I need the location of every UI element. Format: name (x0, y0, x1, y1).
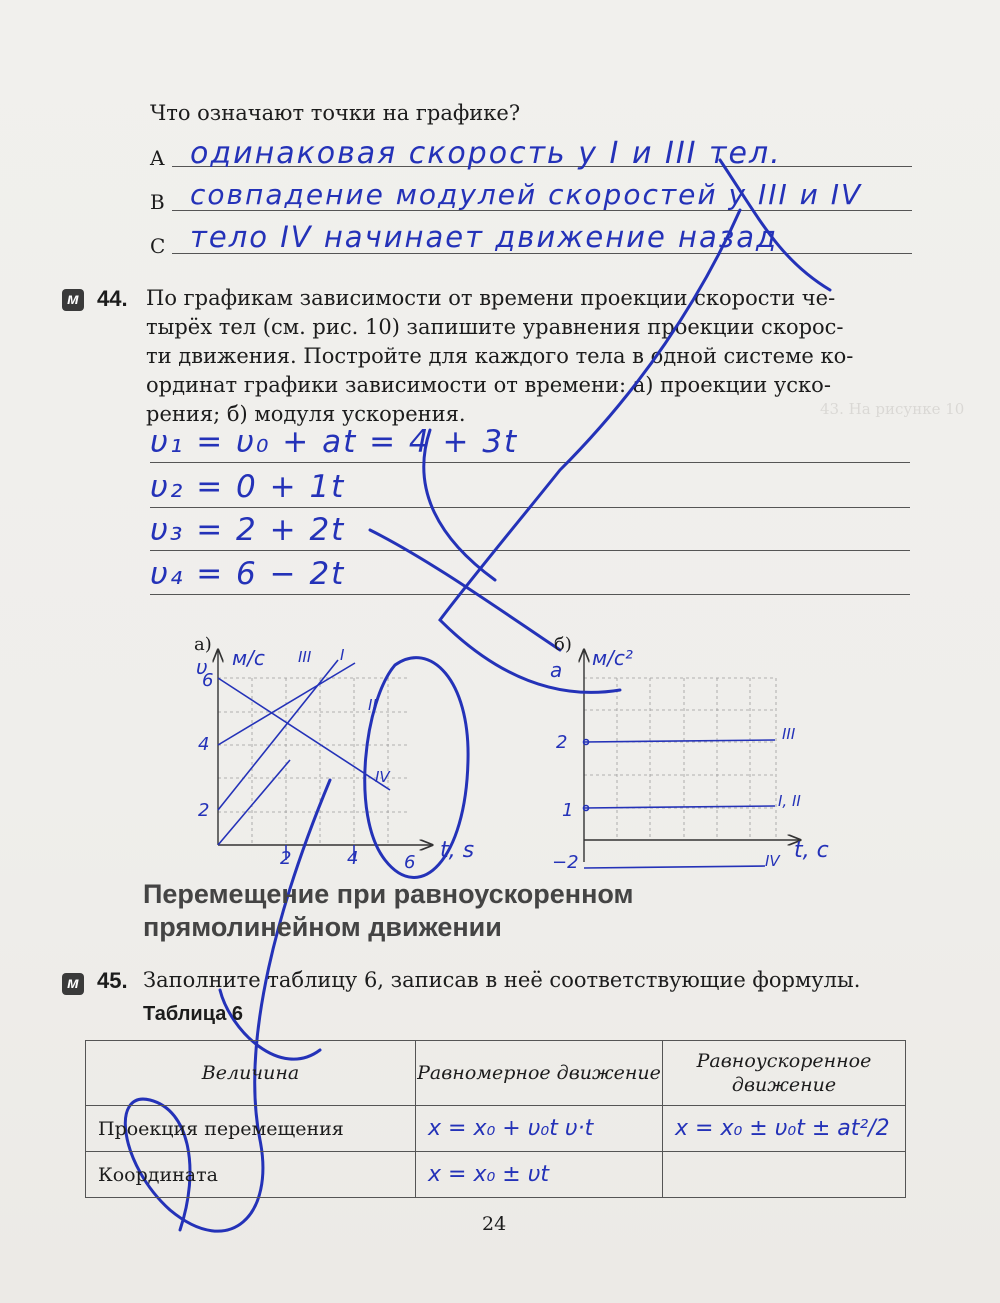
task44-line-1: По графикам зависимости от времени проекции скорости че- (146, 286, 836, 310)
task45-text: Заполните таблицу 6, записав в неё соответствующие формулы. (143, 968, 861, 992)
graph-b-line-label-iv: IV (765, 852, 780, 870)
graph-a-unit: м/с (232, 646, 265, 670)
graph-a-y-tick-4: 4 (198, 734, 212, 755)
equation-1: υ₁ = υ₀ + at = 4 + 3t (150, 424, 519, 460)
graph-b-line-label-iii: III (782, 725, 796, 743)
header-quantity: Величина (86, 1041, 416, 1106)
cell-uniform-displacement[interactable] (416, 1106, 663, 1152)
cell-accel-coordinate[interactable] (663, 1152, 906, 1198)
graph-b-x-axis: t, c (794, 838, 829, 863)
graph-a-panel-label: а) (194, 634, 212, 655)
graph-b-ink (584, 740, 776, 869)
row-name-coordinate: Координата (86, 1152, 416, 1198)
graph-a-y-tick-6: 6 (202, 670, 216, 691)
graph-b-grid (584, 678, 776, 840)
graph-b-unit: м/с² (592, 646, 633, 670)
handwritten-formula: x = x₀ + υ₀t υ·t (428, 1116, 594, 1141)
graph-a-line-label-iv: IV (375, 768, 390, 786)
graph-a-line-label-iii: III (298, 648, 312, 666)
row-label-b: B (150, 190, 165, 214)
table-row (86, 1106, 906, 1152)
page-number: 24 (482, 1213, 507, 1235)
section-heading-line-1: Перемещение при равноускоренном (143, 879, 634, 909)
equation-4: υ₄ = 6 − 2t (150, 556, 346, 592)
cell-uniform-coordinate[interactable] (416, 1152, 663, 1198)
graph-b-panel-label: б) (554, 634, 572, 655)
answer-c: тело IV начинает движение назад (190, 220, 779, 254)
equation-3: υ₃ = 2 + 2t (150, 512, 346, 548)
graph-a-y-tick-2: 2 (198, 800, 212, 821)
graph-b-y-tick-1: 1 (562, 800, 576, 821)
graph-a-y-axis: υ (196, 655, 210, 679)
graph-a-x-tick-4: 4 (347, 848, 361, 869)
task44-line-4: ординат графики зависимости от времени: а) проекции уско- (146, 373, 831, 397)
points-question: Что означают точки на графике? (150, 101, 521, 125)
graph-a-x-tick-6: 6 (404, 852, 418, 873)
header-uniform: Равномерное движение (416, 1041, 663, 1106)
table-caption: Таблица 6 (143, 1003, 244, 1025)
graph-b-line-label-i-ii: I, II (778, 792, 801, 810)
table-6 (85, 1040, 906, 1198)
task44-line-5: рения; б) модуля ускорения. (146, 402, 466, 426)
method-badge-icon: м (62, 973, 84, 995)
graph-a-x-axis: t, s (440, 838, 475, 863)
task44-line-2: тырёх тел (см. рис. 10) запишите уравнения проекции скорос- (146, 315, 844, 339)
graph-b-axes (584, 650, 800, 862)
section-heading-line-2: прямолинейном движении (143, 912, 502, 942)
task-number-45: 45. (97, 968, 128, 993)
method-badge-icon: м (62, 289, 84, 311)
graph-a-x-tick-2: 2 (280, 848, 294, 869)
handwritten-formula: x = x₀ ± υ₀t ± at²/2 (675, 1116, 890, 1141)
row-name-displacement: Проекция перемещения (86, 1106, 416, 1152)
handwritten-formula: x = x₀ ± υt (428, 1162, 550, 1187)
answer-b: совпадение модулей скоростей у III и IV (190, 178, 863, 211)
graph-a-line-label-ii: II (368, 696, 377, 714)
graph-b-y-axis: a (550, 658, 565, 682)
row-label-c: C (150, 234, 166, 258)
task-number-44: 44. (97, 286, 128, 311)
header-accelerated: Равноускоренное движение (663, 1041, 906, 1106)
graph-b-y-tick-2: 2 (556, 732, 570, 753)
equation-2: υ₂ = 0 + 1t (150, 469, 346, 505)
answer-a: одинаковая скорость у I и III тел. (190, 136, 782, 171)
row-label-a: A (150, 146, 165, 170)
task44-line-3: ти движения. Постройте для каждого тела в одной системе ко- (146, 344, 854, 368)
cell-accel-displacement[interactable] (663, 1106, 906, 1152)
bleed-through-text: 43. На рисунке 10 (820, 400, 965, 418)
graph-a-line-label-i: I (340, 646, 345, 664)
graph-b-y-tick-neg2: −2 (552, 852, 579, 873)
table-row (86, 1152, 906, 1198)
